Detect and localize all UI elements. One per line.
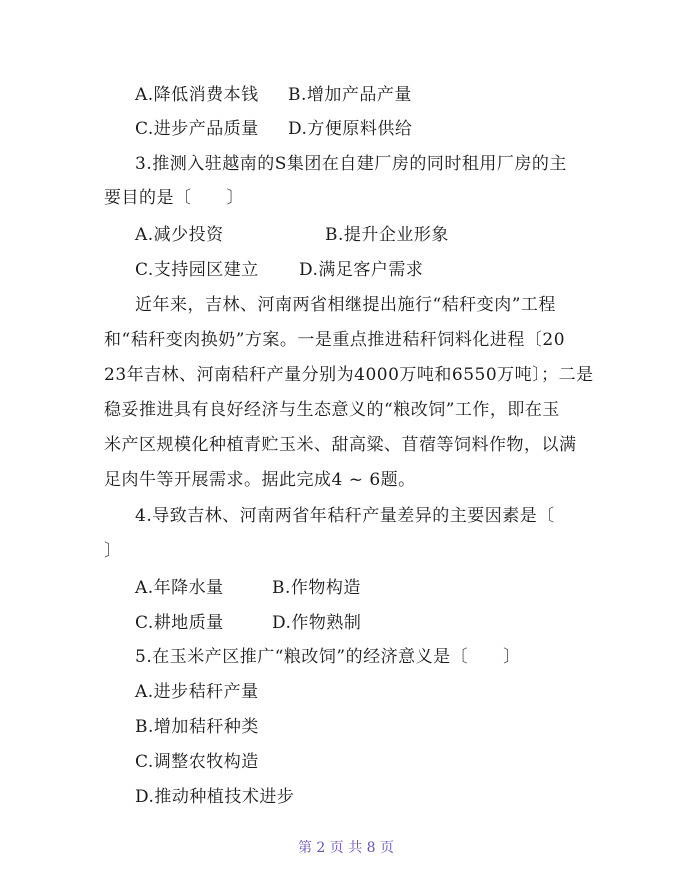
q4-stem-line-1: 4.导致吉林、河南两省年秸秆产量差异的主要因素是〔 [135,506,555,526]
q5-option-b: B.增加秸秆种类 [135,717,259,737]
passage-line-5: 米产区规模化种植青贮玉米、甜高粱、苜蓿等饲料作物，以满 [104,435,577,455]
q4-option-c: C.耕地质量 [135,613,224,633]
q3-option-d: D.满足客户需求 [299,260,424,280]
passage-line-2: 和“秸秆变肉换奶”方案。一是重点推进秸秆饲料化进程〔20 [104,330,566,350]
q4-option-a: A.年降水量 [135,578,224,598]
q3-option-row-2 [135,259,424,281]
passage-line-1: 近年来，吉林、河南两省相继提出施行“秸秆变肉”工程 [135,295,556,315]
passage-line-4: 稳妥推进具有良好经济与生态意义的“粮改饲”工作，即在玉 [104,400,560,420]
q4-stem-line-2: 〕 [104,541,122,561]
q2-option-d: D.方便原料供给 [288,119,413,139]
q3-stem-line-2: 要目的是〔 〕 [104,188,244,208]
q3-option-c: C.支持园区建立 [135,260,259,280]
q4-option-d: D.作物熟制 [272,613,362,633]
passage-line-3: 23年吉林、河南秸秆产量分别为4000万吨和6550万吨〕；二是 [104,365,594,385]
page-number-footer: 第 2 页 共 8 页 [297,840,395,856]
q3-option-row-1 [135,224,449,246]
q5-option-d: D.推动种植技术进步 [135,787,295,807]
q2-option-row-1 [135,84,412,106]
q2-option-a: A.降低消费本钱 [135,85,259,105]
q4-option-b: B.作物构造 [272,578,361,598]
q3-option-b: B.提升企业形象 [325,225,449,245]
q2-option-c: C.进步产品质量 [135,119,259,139]
q2-option-row-2 [135,118,413,140]
q5-option-c: C.调整农牧构造 [135,752,259,772]
q2-option-b: B.增加产品产量 [288,85,412,105]
q4-option-row-2 [135,612,362,634]
q3-stem-line-1: 3.推测入驻越南的S集团在自建厂房的同时租用厂房的主 [135,154,567,174]
q5-stem: 5.在玉米产区推广“粮改饲”的经济意义是〔 〕 [135,647,521,667]
passage-line-6: 足肉牛等开展需求。据此完成4 ~ 6题。 [104,470,416,490]
q4-option-row-1 [135,577,361,599]
q3-option-a: A.减少投资 [135,225,224,245]
q5-option-a: A.进步秸秆产量 [135,682,259,702]
